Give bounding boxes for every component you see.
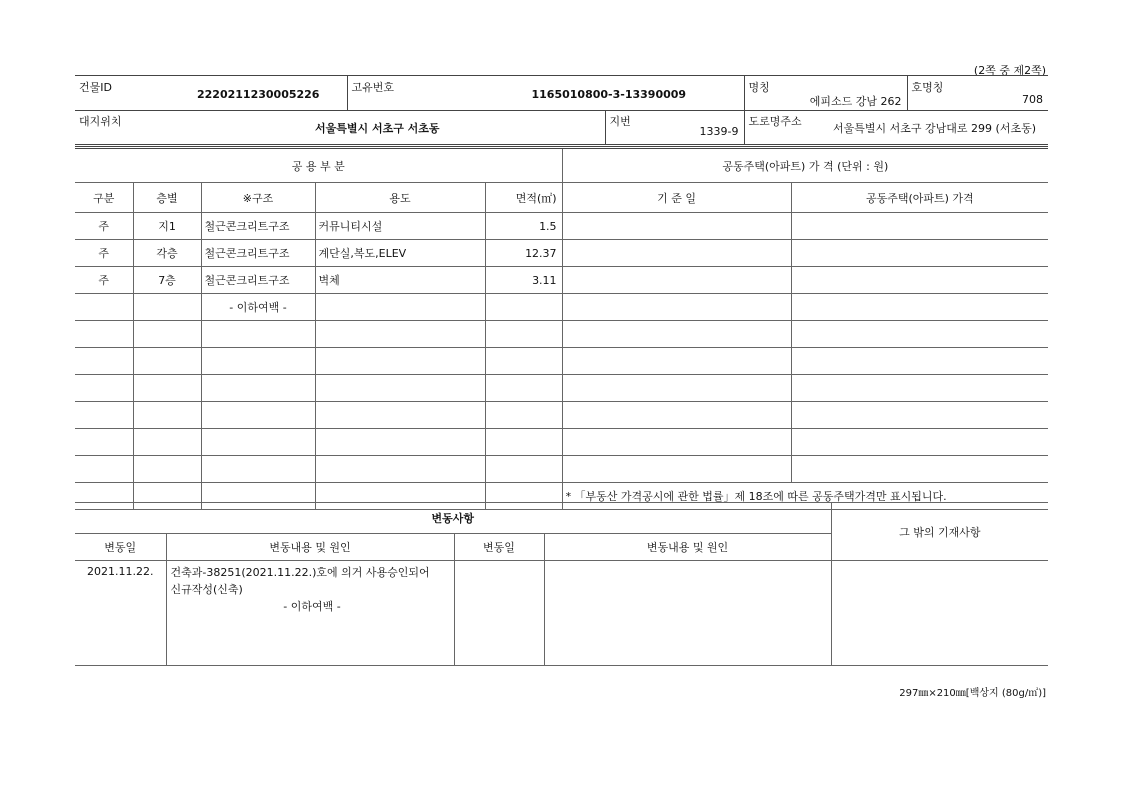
name-value: 에피소드 강남 262 (809, 95, 902, 108)
col-change-date: 변동일 (75, 534, 166, 561)
col-base-date: 기 준 일 (562, 183, 791, 213)
floor-cell: 지1 (133, 213, 201, 240)
col-floor: 층별 (133, 183, 201, 213)
col-price: 공동주택(아파트) 가격 (791, 183, 1048, 213)
division-cell: 주 (75, 213, 133, 240)
unit-name-value: 708 (1022, 93, 1043, 106)
entry-date: 2021.11.22. (75, 561, 166, 666)
other-notes (831, 561, 1048, 666)
usage-cell: 벽체 (315, 267, 485, 294)
other-notes-title: 그 밖의 기재사항 (831, 503, 1048, 561)
site-cell (75, 110, 605, 145)
area-cell: 1.5 (485, 213, 562, 240)
table-row (75, 213, 1048, 240)
table-row (75, 348, 1048, 375)
col-change-content: 변동내용 및 원인 (166, 534, 454, 561)
price-cell (791, 267, 1048, 294)
common-area-title: 공 용 부 분 (75, 148, 562, 183)
building-header (75, 75, 1048, 111)
change-history-table (75, 502, 1048, 666)
change-title: 변동사항 (75, 503, 831, 534)
col-change-content-2: 변동내용 및 원인 (544, 534, 831, 561)
usage-cell: 커뮤니티시설 (315, 213, 485, 240)
common-area-table (75, 146, 1048, 510)
entry-content (166, 561, 454, 666)
table-row (75, 240, 1048, 267)
table-row (75, 321, 1048, 348)
floor-cell: 7층 (133, 267, 201, 294)
unique-no-label: 고유번호 (351, 81, 395, 94)
table-row (75, 402, 1048, 429)
structure-cell: 철근콘크리트구조 (201, 267, 315, 294)
col-area: 면적(㎡) (485, 183, 562, 213)
floor-cell: 각층 (133, 240, 201, 267)
road-value: 서울특별시 서초구 강남대로 299 (서초동) (833, 122, 1036, 135)
area-cell: 3.11 (485, 267, 562, 294)
price-cell (791, 213, 1048, 240)
road-cell (744, 110, 1048, 145)
unit-name-label: 호명칭 (911, 81, 944, 94)
lot-cell (605, 110, 744, 145)
area-cell: 12.37 (485, 240, 562, 267)
name-label: 명칭 (748, 81, 770, 94)
base-date-cell (562, 240, 791, 267)
page-number: (2쪽 중 제2쪽) (973, 64, 1046, 77)
table-row (75, 375, 1048, 402)
col-division: 구분 (75, 183, 133, 213)
road-label: 도로명주소 (748, 115, 802, 128)
structure-cell: 철근콘크리트구조 (201, 240, 315, 267)
col-structure: ※구조 (201, 183, 315, 213)
col-usage: 용도 (315, 183, 485, 213)
table-row (75, 456, 1048, 483)
site-value: 서울특별시 서초구 서초동 (315, 122, 440, 135)
site-label: 대지위치 (79, 115, 122, 128)
building-id-label: 건물ID (79, 81, 112, 94)
price-note: * 「부동산 가격공시에 관한 법률」제 18조에 따른 공동주택가격만 표시됩니다. (562, 483, 1048, 510)
lot-label: 지번 (609, 115, 631, 128)
unique-no-value: 1165010800-3-13390009 (531, 88, 687, 101)
price-cell (791, 240, 1048, 267)
entry-content-2 (544, 561, 831, 666)
structure-cell: 철근콘크리트구조 (201, 213, 315, 240)
entry-line-2: 신규작성(신축) (170, 583, 243, 596)
base-date-cell (562, 213, 791, 240)
end-mark: - 이하여백 - (201, 294, 315, 321)
site-header (75, 110, 1048, 145)
table-row (75, 267, 1048, 294)
entry-line-1: 건축과-38251(2021.11.22.)호에 의거 사용승인되어 (170, 566, 430, 579)
col-change-date-2: 변동일 (454, 534, 544, 561)
table-row (75, 429, 1048, 456)
unit-name-cell (907, 76, 1048, 111)
building-id-value: 2220211230005226 (197, 88, 320, 101)
division-cell: 주 (75, 267, 133, 294)
name-cell (744, 76, 907, 111)
building-id-cell (75, 76, 347, 111)
unique-no-cell (347, 76, 744, 111)
usage-cell: 계단실,복도,ELEV (315, 240, 485, 267)
division-cell: 주 (75, 240, 133, 267)
entry-end-mark: - 이하여백 - (283, 600, 341, 613)
table-row (75, 294, 1048, 321)
entry-date-2 (454, 561, 544, 666)
paper-spec: 297㎜×210㎜[백상지 (80g/㎡)] (899, 688, 1046, 699)
base-date-cell (562, 267, 791, 294)
price-title: 공동주택(아파트) 가 격 (단위 : 원) (562, 148, 1048, 183)
lot-value: 1339-9 (699, 125, 739, 138)
